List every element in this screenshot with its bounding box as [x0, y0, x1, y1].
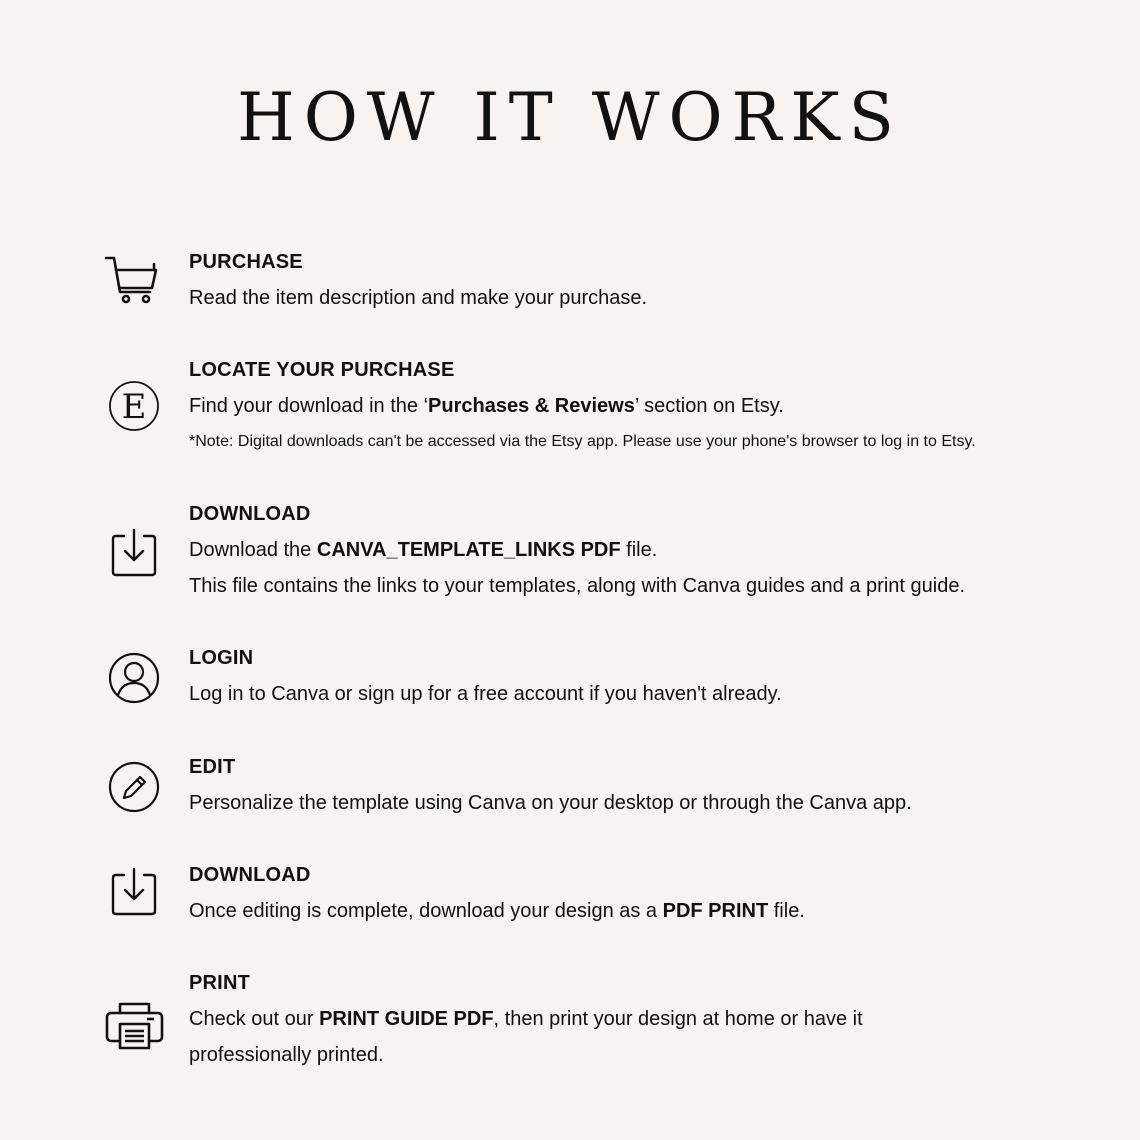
text: file.: [768, 900, 805, 922]
step-description: [189, 1001, 1089, 1037]
text: Check out our: [189, 1008, 320, 1030]
step-description: Log in to Canva or sign up for a free account if you haven't already.: [189, 683, 782, 705]
pencil-icon: [104, 757, 164, 817]
step-description: [189, 893, 1089, 929]
step-description: [189, 388, 1089, 424]
download-icon: [104, 861, 164, 921]
step-heading: EDIT: [189, 756, 236, 778]
cart-icon: [104, 252, 164, 312]
etsy-letter: E: [121, 387, 147, 427]
step-description-2: professionally printed.: [189, 1044, 384, 1066]
etsy-e-icon: [104, 376, 164, 436]
user-icon: [104, 648, 164, 708]
text: , then print your design at home or have it: [493, 1008, 863, 1030]
download-icon: [104, 522, 164, 582]
step-heading: DOWNLOAD: [189, 503, 311, 525]
emphasis-text: PDF PRINT: [662, 900, 769, 922]
step-description: Read the item description and make your purchase.: [189, 287, 648, 309]
step-heading: LOGIN: [189, 647, 254, 669]
step-description-2: This file contains the links to your templates, along with Canva guides and a print guide.: [189, 575, 965, 597]
emphasis-text: PRINT GUIDE PDF: [319, 1008, 494, 1030]
text: Download the: [189, 539, 317, 561]
text: Once editing is complete, download your design as a: [189, 900, 663, 922]
step-heading: DOWNLOAD: [189, 864, 311, 886]
step-description: Personalize the template using Canva on your desktop or through the Canva app.: [189, 792, 912, 814]
text: Find your download in the ‘: [189, 395, 429, 417]
step-heading: LOCATE YOUR PURCHASE: [189, 359, 455, 381]
printer-icon: [104, 997, 164, 1057]
emphasis-text: CANVA_TEMPLATE_LINKS PDF: [316, 539, 621, 561]
step-description: [189, 532, 1089, 568]
text: file.: [620, 539, 658, 561]
emphasis-text: Purchases & Reviews: [428, 395, 635, 417]
step-heading: PURCHASE: [189, 251, 303, 273]
page-title: HOW IT WORKS: [237, 79, 903, 156]
text: ’ section on Etsy.: [634, 395, 784, 417]
step-heading: PRINT: [189, 972, 250, 994]
step-note: *Note: Digital downloads can't be accessed via the Etsy app. Please use your phone's browser to log in to Etsy.: [189, 433, 976, 450]
